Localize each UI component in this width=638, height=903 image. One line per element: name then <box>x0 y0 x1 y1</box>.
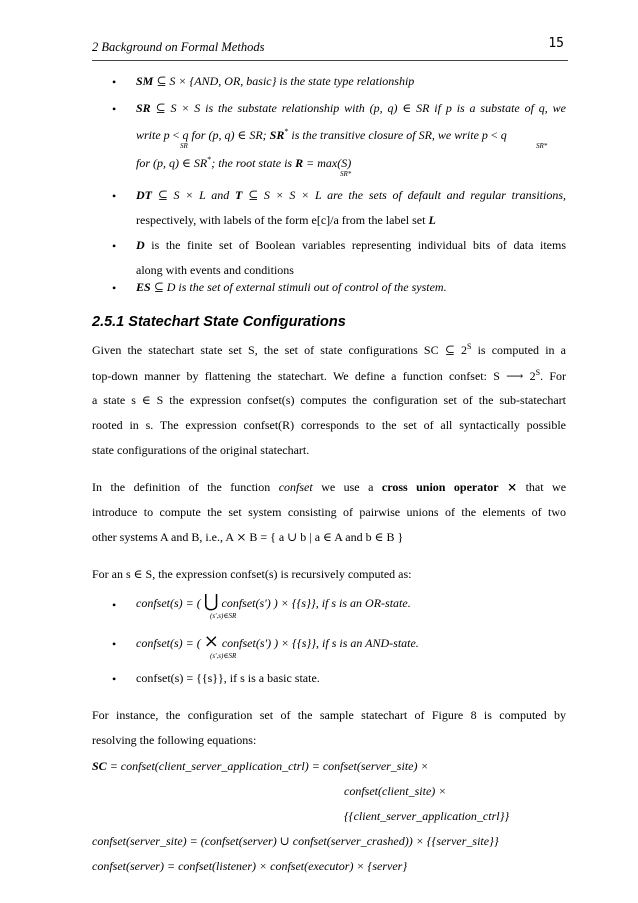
sc-equation-line3: {{client_server_application_ctrl}} <box>344 809 510 823</box>
subscript-sr-star: SR* <box>536 142 548 150</box>
eq-server: confset(server) = confset(listener) × confset(executor) × {server} <box>92 859 408 873</box>
bullet-marker: • <box>112 598 117 612</box>
bullet-marker: • <box>112 637 117 651</box>
bullet-sr-line1: SR ⊆ S × S is the substate relationship with (p, q) ∈ SR if p is a substate of q, we <box>136 101 566 115</box>
para2-line2: introduce to compute the set system consisting of pairwise unions of the elements of two <box>92 505 566 519</box>
para3: For an s ∈ S, the expression confset(s) is recursively computed as: <box>92 567 412 581</box>
bullet-marker: • <box>112 189 117 203</box>
para2-line3: other systems A and B, i.e., A ⨯ B = { a ∪ b | a ∈ A and b ∈ B } <box>92 530 404 544</box>
section-heading: 2.5.1 Statechart State Configurations <box>92 314 346 330</box>
bullet-dt-line1: DT ⊆ S × L and T ⊆ S × S × L are the sets of default and regular transitions, <box>136 188 567 202</box>
bullet-sr-line2: write p < q for (p, q) ∈ SR; SR* is the transitive closure of SR, we write p < q <box>136 127 507 142</box>
bullet-marker: • <box>112 239 117 253</box>
bullet-marker: • <box>112 102 117 116</box>
eq1-subscript: (s',s)∈SR <box>210 612 237 620</box>
bullet-d-line1: D is the finite set of Boolean variables representing individual bits of data items <box>136 238 567 252</box>
para1-line1: Given the statechart state set S, the set of state configurations SC ⊆ $2^S$ is computed in a <box>92 342 567 357</box>
para4-line1: For instance, the configuration set of the sample statechart of Figure 8 is computed by <box>92 708 566 722</box>
eq-and-state: confset(s) = ( ⨯ confset(s') ) × {{s}}, if s is an AND-state. <box>136 631 419 651</box>
para2-line1: In the definition of the function confset we use a cross union operator ⨯ that we <box>92 480 567 494</box>
sc-equation-line2: confset(client_site) × <box>344 784 447 798</box>
bullet-marker: • <box>112 281 117 295</box>
eq-basic-state: confset(s) = {{s}}, if s is a basic state. <box>136 671 320 685</box>
eq-or-state: confset(s) = ( ⋃ confset(s') ) × {{s}}, if s is an OR-state. <box>136 591 411 611</box>
para1-line4: rooted in s. The expression confset(R) corresponds to the set of all syntactically possible <box>92 418 566 432</box>
bullet-marker: • <box>112 75 117 89</box>
subscript-sr: SR <box>180 142 188 150</box>
sc-equation-line1: SC = confset(client_server_application_ctrl) = confset(server_site) × <box>92 759 429 773</box>
bullet-sm: SM ⊆ S × {AND, OR, basic} is the state type relationship <box>136 74 415 88</box>
running-header <box>92 32 568 61</box>
para1-line5: state configurations of the original statechart. <box>92 443 310 457</box>
bullet-d-line2: along with events and conditions <box>136 263 294 277</box>
eq2-subscript: (s',s)∈SR <box>210 652 237 660</box>
para1-line2: top-down manner by flattening the statechart. We define a function confset: S ⟶ $2^S$. For <box>92 368 567 383</box>
chapter-title: 2 Background on Formal Methods <box>92 40 265 54</box>
para4-line2: resolving the following equations: <box>92 733 257 747</box>
page-number: 15 <box>548 36 564 51</box>
subscript-max: SR* <box>340 170 352 178</box>
bullet-es: ES ⊆ D is the set of external stimuli out of control of the system. <box>136 280 447 294</box>
bullet-marker: • <box>112 672 117 686</box>
bullet-dt-line2: respectively, with labels of the form e[c]/a from the label set L <box>136 213 436 227</box>
bullet-sr-line3: for (p, q) ∈ SR*; the root state is R = max(S) <box>136 155 352 170</box>
eq-server-site: confset(server_site) = (confset(server) ∪ confset(server_crashed)) × {{server_site}} <box>92 834 499 848</box>
para1-line3: a state s ∈ S the expression confset(s) computes the configuration set of the sub-statechart <box>92 393 566 407</box>
